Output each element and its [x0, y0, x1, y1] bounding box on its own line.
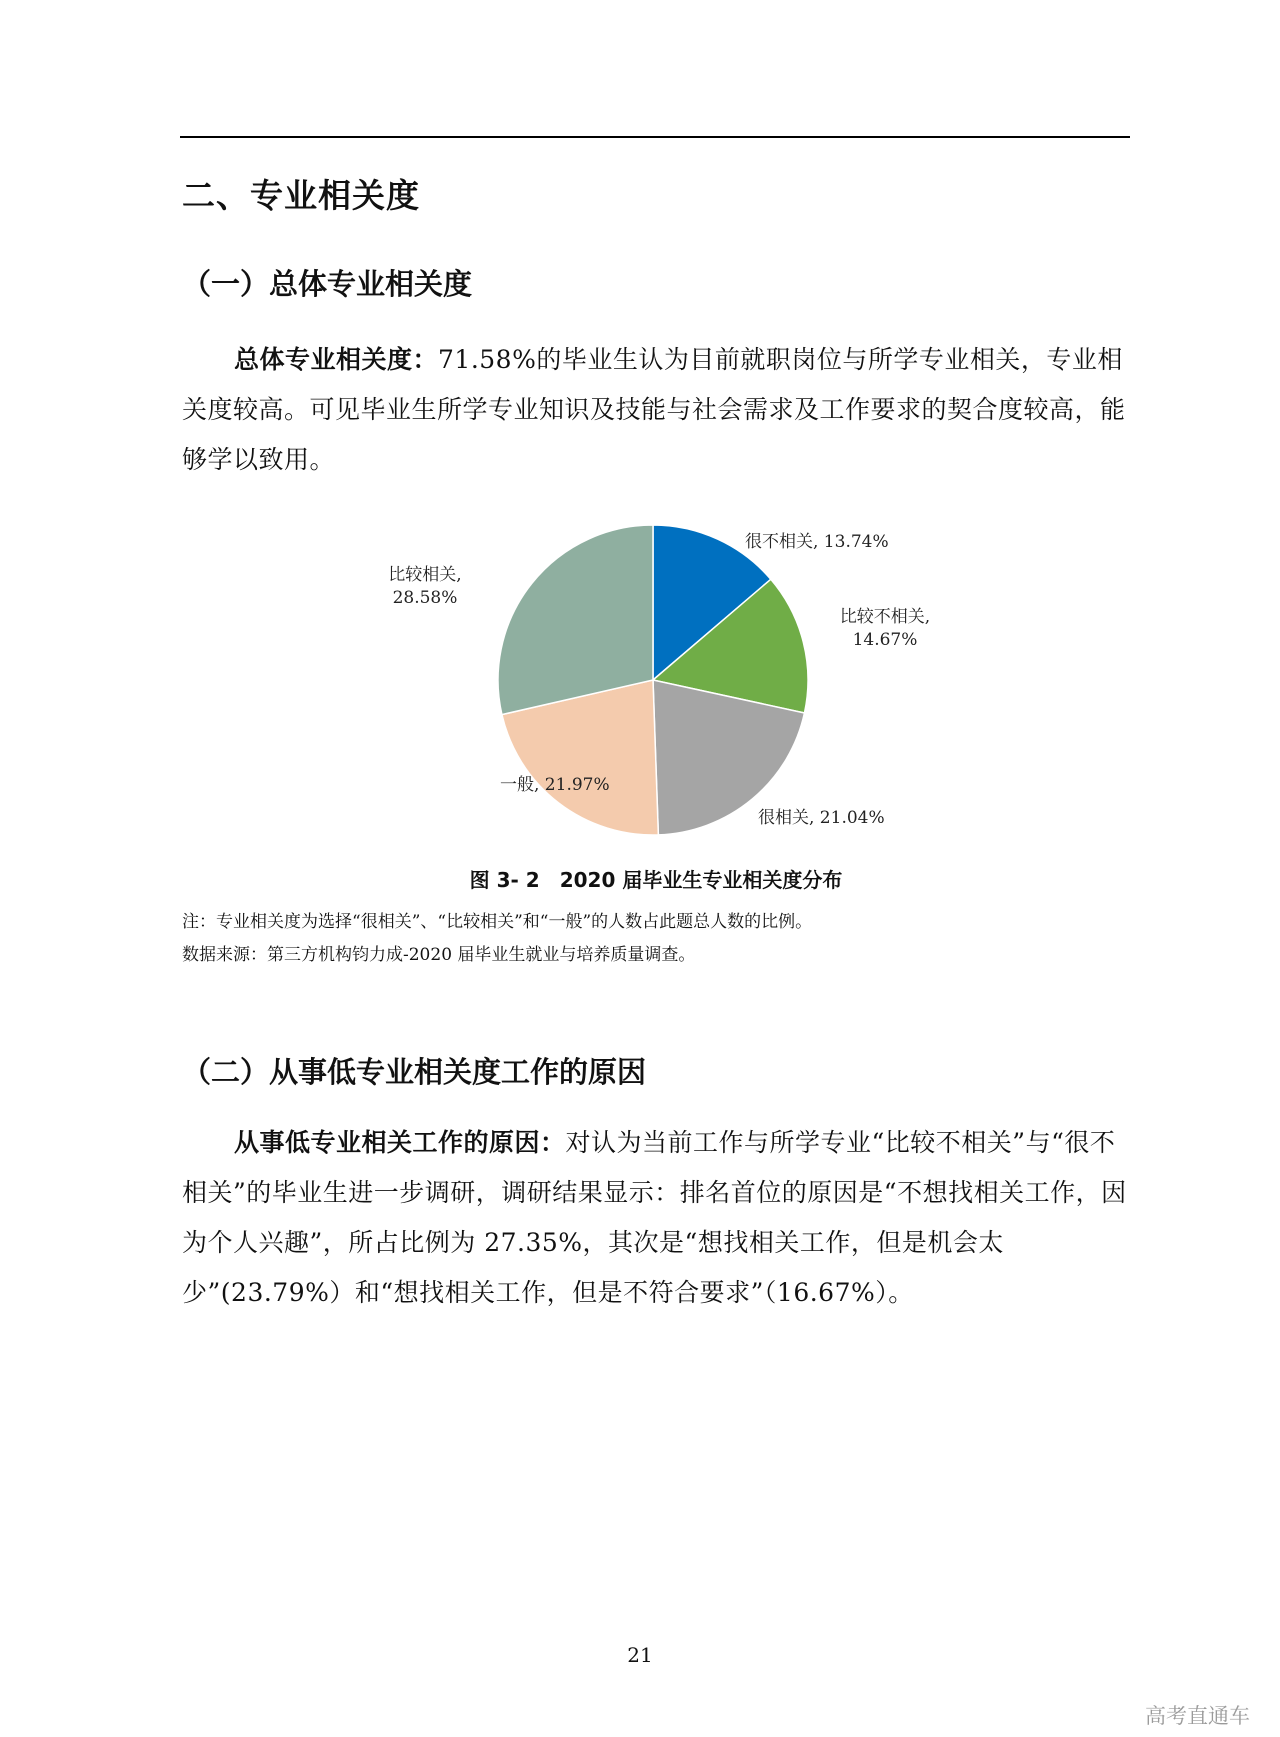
- paragraph-text: 71.58%的毕业生认为目前就职岗位与所学专业相关，专业相关度较高。可见毕业生所学专业知识及技能与社会需求及工作要求的契合度较高，能够学以致用。: [182, 345, 1126, 474]
- section-heading: 二、专业相关度: [182, 176, 420, 215]
- pie-label-2: 比较不相关, 14.67%: [839, 607, 931, 650]
- figure-caption: 图 3- 2 2020 届毕业生专业相关度分布: [469, 868, 843, 892]
- paragraph-overall-relevance: [182, 335, 1130, 485]
- subsection-heading-2: （二）从事低专业相关度工作的原因: [182, 1055, 647, 1089]
- pie-label-5: 比较相关, 28.58%: [388, 565, 462, 608]
- watermark: 高考直通车: [1145, 1704, 1250, 1728]
- pie-label-1: 很不相关, 13.74%: [745, 532, 889, 552]
- paragraph-lead: 从事低专业相关工作的原因：: [234, 1128, 566, 1157]
- header-rule: [180, 136, 1130, 138]
- pie-label-4: 一般, 21.97%: [500, 775, 610, 795]
- pie-chart: [380, 510, 940, 850]
- page-number: 21: [627, 1643, 653, 1667]
- paragraph-lead: 总体专业相关度：: [234, 345, 439, 374]
- data-source-note: 数据来源：第三方机构钧力成-2020 届毕业生就业与培养质量调查。: [182, 945, 696, 965]
- pie-label-3: 很相关, 21.04%: [758, 808, 885, 828]
- subsection-heading-1: （一）总体专业相关度: [182, 267, 473, 301]
- figure-note: 注：专业相关度为选择“很相关”、“比较相关”和“一般”的人数占此题总人数的比例。: [182, 912, 813, 932]
- paragraph-low-relevance-reasons: [182, 1118, 1130, 1318]
- paragraph-text: 对认为当前工作与所学专业“比较不相关”与“很不相关”的毕业生进一步调研，调研结果显示：排名首位的原因是“不想找相关工作，因为个人兴趣”，所占比例为 27.35%，其次是“想找相关工作，但是机会太少”(23.79%）和“想找相关工作，但是不符合要求”（16.67%）。: [182, 1128, 1127, 1307]
